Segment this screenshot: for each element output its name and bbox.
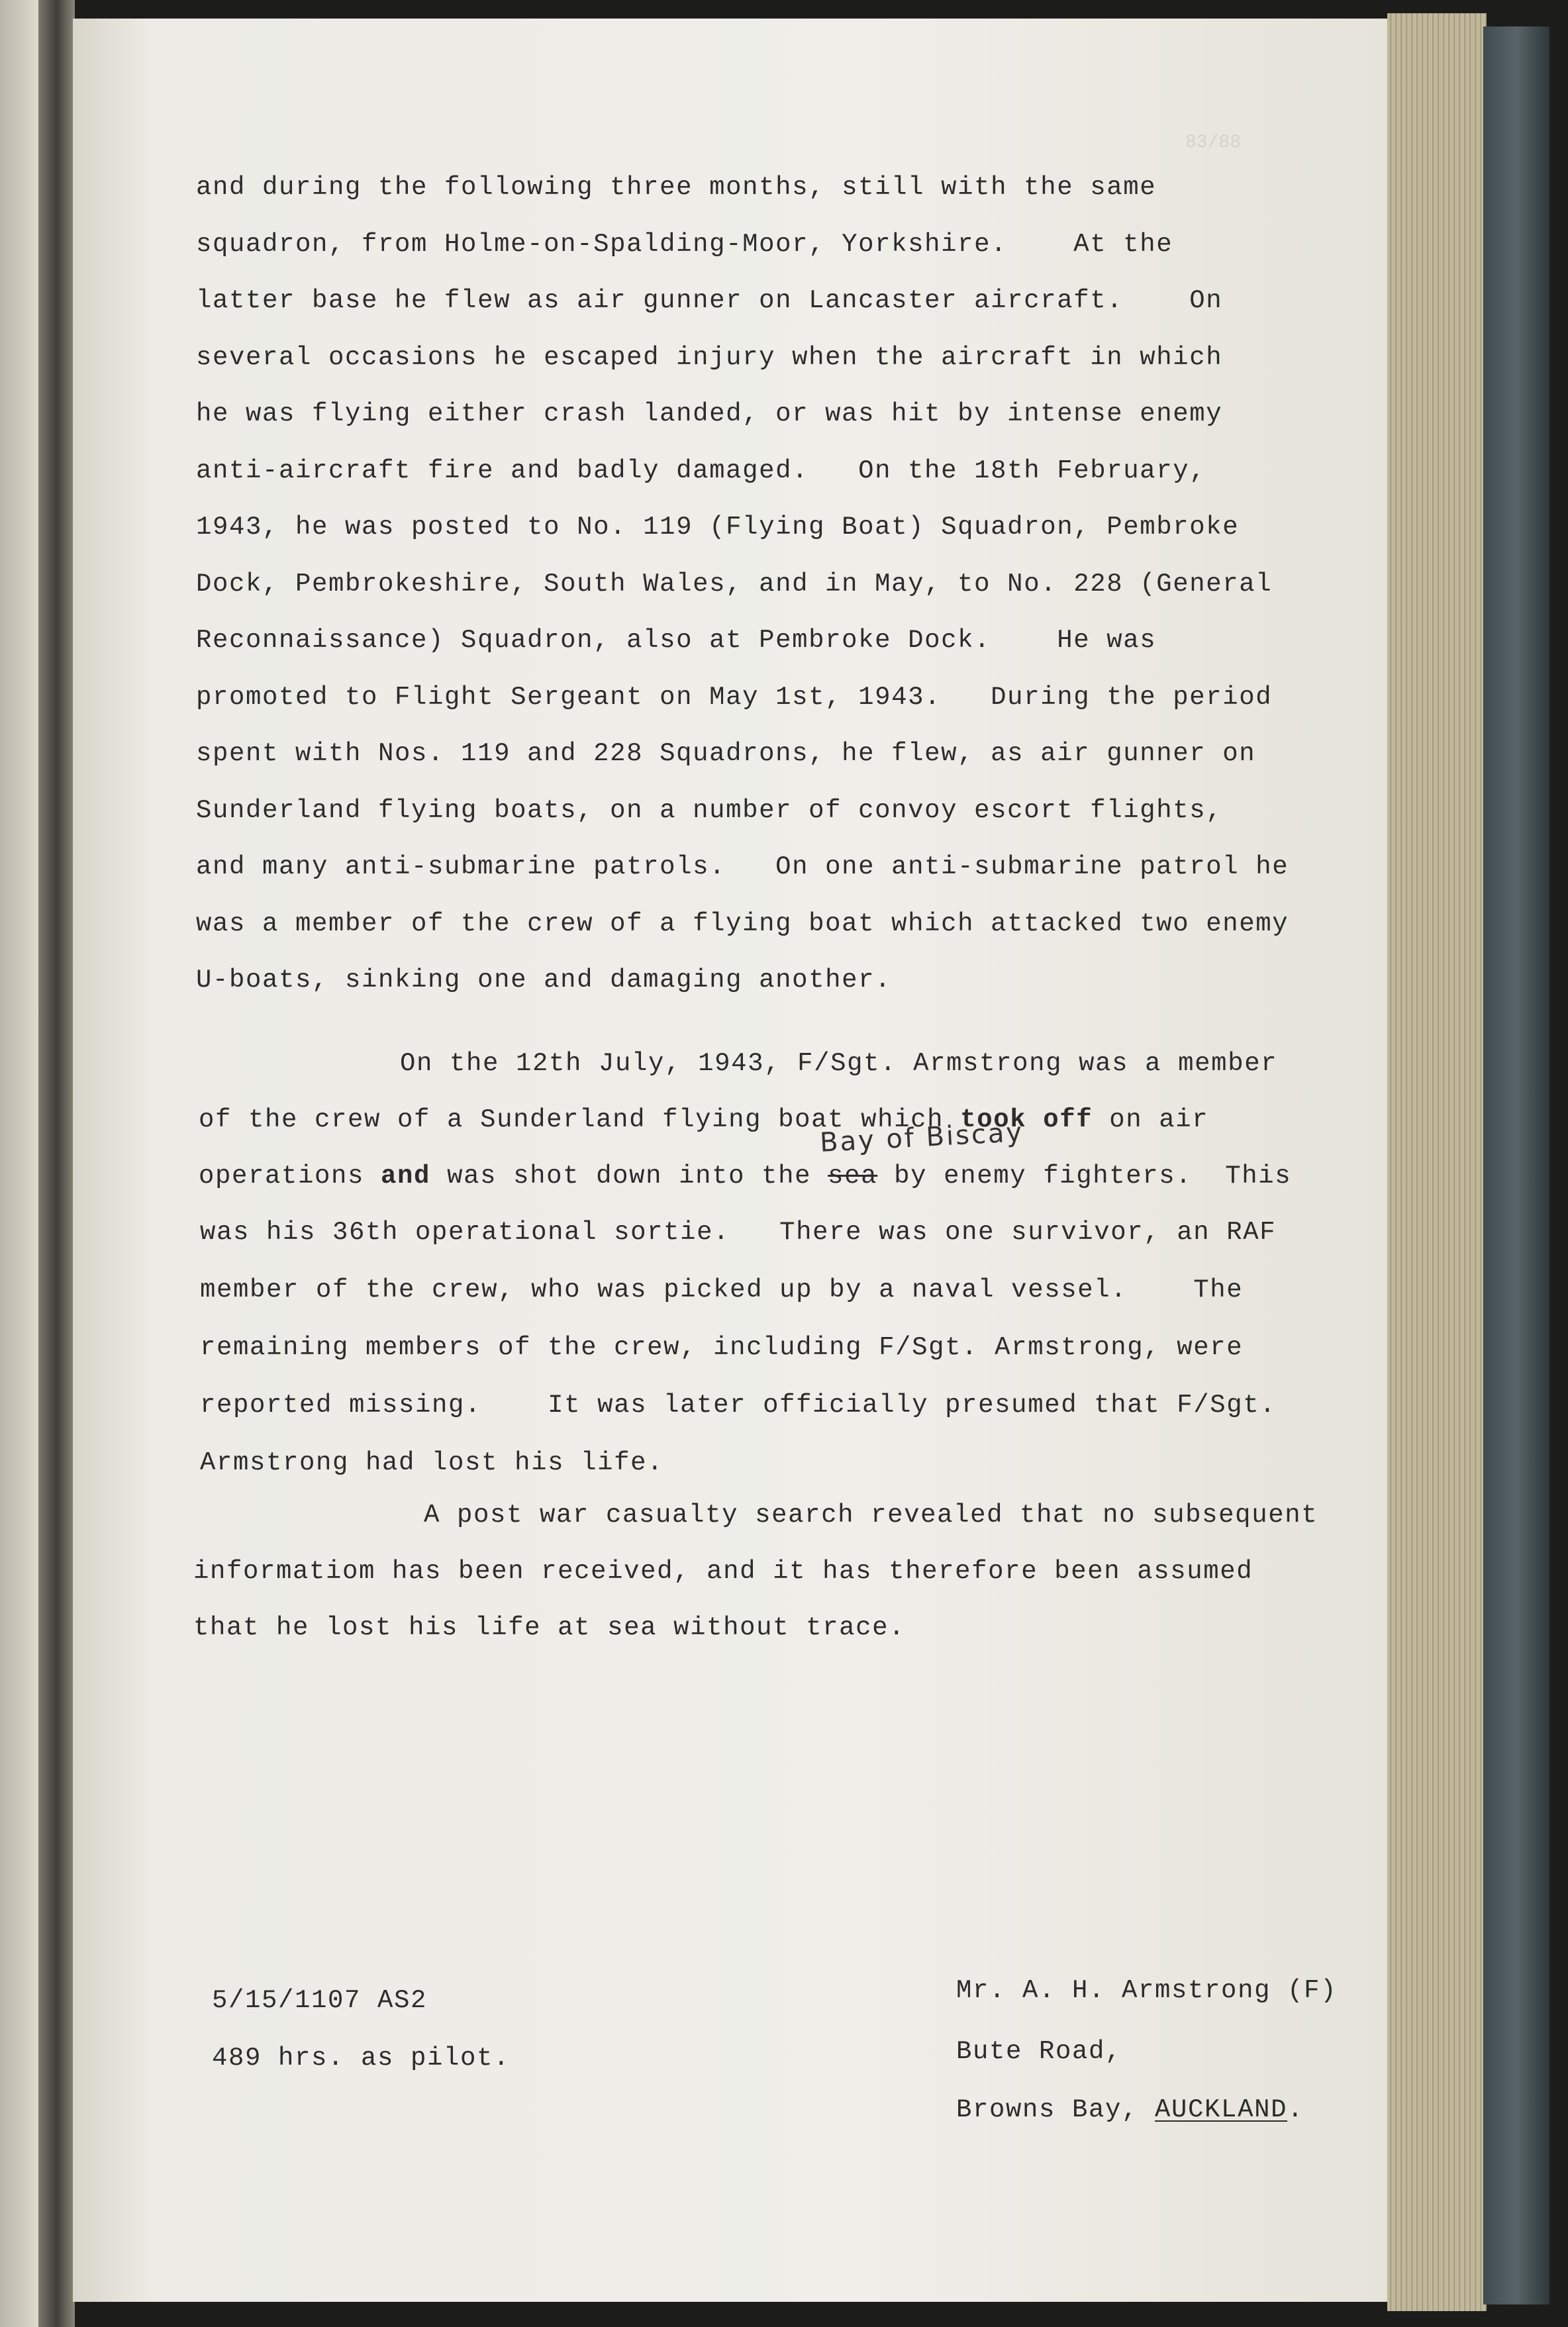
paragraph1-line-13: and many anti-submarine patrols. On one anti-submarine patrol he: [196, 852, 1289, 881]
page-stack-edges: [1387, 13, 1487, 2311]
took-off-text: took off: [960, 1105, 1093, 1134]
paragraph2-rest-line-5: Armstrong had lost his life.: [200, 1448, 664, 1477]
book-cover: [1483, 26, 1549, 2304]
paragraph1-line-8: Dock, Pembrokeshire, South Wales, and in May, to No. 228 (General: [196, 569, 1273, 599]
paragraph2-rest-line-2: member of the crew, who was picked up by a naval vessel. The: [200, 1275, 1244, 1305]
book-gutter: [38, 0, 75, 2327]
struck-out-word: sea: [828, 1162, 878, 1191]
paragraph1-line-10: promoted to Flight Sergeant on May 1st, 1943. During the period: [196, 682, 1273, 712]
paragraph3-line-2: informatiom has been received, and it has therefore been assumed: [193, 1557, 1253, 1586]
paragraph1-line-4: several occasions he escaped injury when the aircraft in which: [196, 342, 1223, 372]
paragraph1-line-15: U-boats, sinking one and damaging another.: [196, 965, 892, 995]
paragraph2-rest-line-1: was his 36th operational sortie. There was one survivor, an RAF: [200, 1218, 1277, 1247]
reference-number: 5/15/1107 AS2: [212, 1986, 428, 2015]
paragraph3-line-3: that he lost his life at sea without trace.: [193, 1613, 906, 1642]
addressee-name: Mr. A. H. Armstrong (F): [956, 1976, 1338, 2005]
paragraph1-line-9: Reconnaissance) Squadron, also at Pembroke Dock. He was: [196, 626, 1157, 655]
paragraph1-line-1: and during the following three months, still with the same: [196, 173, 1157, 202]
paragraph2-rest-line-3: remaining members of the crew, including F/Sgt. Armstrong, were: [200, 1333, 1244, 1362]
paragraph1-line-5: he was flying either crash landed, or was hit by intense enemy: [196, 399, 1223, 428]
paragraph1-line-7: 1943, he was posted to No. 119 (Flying Boat) Squadron, Pembroke: [196, 513, 1240, 542]
address-street: Bute Road,: [956, 2037, 1122, 2066]
paragraph2-line1: On the 12th July, 1943, F/Sgt. Armstrong was a member: [400, 1049, 1278, 1078]
city-name: AUCKLAND: [1155, 2095, 1288, 2124]
paragraph1-line-12: Sunderland flying boats, on a number of convoy escort flights,: [196, 795, 1223, 825]
page-reference: 83/88: [1185, 132, 1242, 153]
handwritten-insertion: Bay of Biscay: [819, 1116, 1025, 1159]
paragraph3-line-1: A post war casualty search revealed that no subsequent: [424, 1501, 1318, 1530]
paragraph2-line3: operations and was shot down into the sea by enemy fighters. This: [199, 1162, 1292, 1191]
address-city-line: Browns Bay, AUCKLAND.: [956, 2095, 1304, 2124]
paragraph2-rest-line-4: reported missing. It was later officially presumed that F/Sgt.: [200, 1391, 1277, 1420]
flying-hours: 489 hrs. as pilot.: [212, 2044, 511, 2073]
paragraph1-line-6: anti-aircraft fire and badly damaged. On the 18th February,: [196, 456, 1206, 485]
paragraph2-line2: of the crew of a Sunderland flying boat which took off on air: [199, 1105, 1209, 1134]
paragraph1-line-2: squadron, from Holme-on-Spalding-Moor, Yorkshire. At the: [196, 229, 1173, 259]
paragraph1-line-3: latter base he flew as air gunner on Lancaster aircraft. On: [196, 286, 1223, 315]
paragraph1-line-14: was a member of the crew of a flying boat which attacked two enemy: [196, 909, 1289, 938]
paragraph1-line-11: spent with Nos. 119 and 228 Squadrons, he flew, as air gunner on: [196, 739, 1256, 768]
